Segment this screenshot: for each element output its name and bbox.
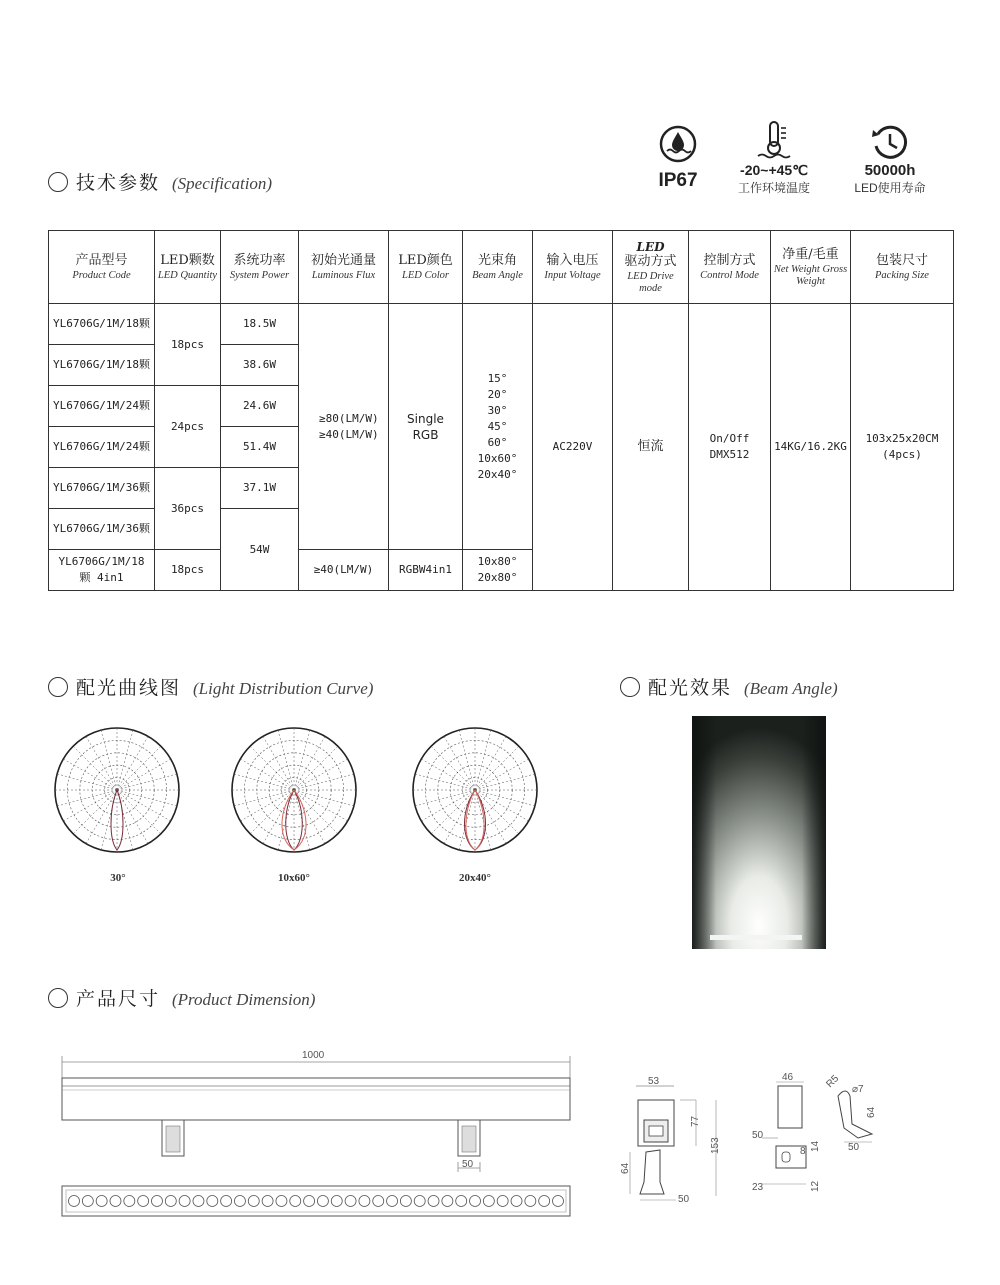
led-dot xyxy=(290,1196,301,1207)
color-cell: Single RGB xyxy=(389,304,463,550)
arm-width: 50 xyxy=(848,1142,860,1153)
clock-icon xyxy=(870,124,910,162)
top-depth-dim: 50 xyxy=(752,1130,764,1141)
product-code-cell: YL6706G/1M/24颗 xyxy=(49,427,155,468)
side-height-153: 153 xyxy=(710,1137,721,1154)
voltage-cell: AC220V xyxy=(533,304,613,591)
led-dot xyxy=(539,1196,550,1207)
power-cell: 54W xyxy=(221,509,299,591)
lifetime-value: 50000h xyxy=(864,162,916,179)
clip-12: 12 xyxy=(810,1180,821,1192)
circle-bullet-icon xyxy=(620,677,640,697)
power-cell: 38.6W xyxy=(221,345,299,386)
arm-radius: R5 xyxy=(824,1073,842,1091)
power-cell: 24.6W xyxy=(221,386,299,427)
polar-label-30: 30° xyxy=(110,872,126,884)
header-drive: LED 驱动方式 LED Drive mode xyxy=(613,231,689,304)
header-product-code: 产品型号 Product Code xyxy=(49,231,155,304)
led-dot xyxy=(359,1196,370,1207)
beam-effect-photo xyxy=(692,716,826,949)
arm-height: 64 xyxy=(866,1106,877,1118)
clip-8: 8 xyxy=(800,1146,806,1157)
side-width-dim: 53 xyxy=(648,1076,660,1087)
led-dot xyxy=(483,1196,494,1207)
led-dot xyxy=(96,1196,107,1207)
led-dot xyxy=(276,1196,287,1207)
polar-grid-1 xyxy=(232,728,356,852)
product-code-cell: YL6706G/1M/18颗 xyxy=(49,304,155,345)
table-row xyxy=(49,304,954,345)
bracket-dimension: 50 xyxy=(462,1159,474,1170)
led-qty-cell: 18pcs xyxy=(155,550,221,591)
flux-cell: ≥40(LM/W) xyxy=(299,550,389,591)
power-cell: 51.4W xyxy=(221,427,299,468)
led-dot xyxy=(414,1196,425,1207)
power-cell: 18.5W xyxy=(221,304,299,345)
bracket-detail-drawing xyxy=(748,1068,888,1198)
polar-label-10x60: 10x60° xyxy=(278,872,310,884)
circle-bullet-icon xyxy=(48,677,68,697)
power-cell: 37.1W xyxy=(221,468,299,509)
side-height-64: 64 xyxy=(620,1162,631,1174)
polar-grid-0 xyxy=(55,728,179,852)
spec-table xyxy=(48,230,954,591)
circle-bullet-icon xyxy=(48,988,68,1008)
polar-grid-2 xyxy=(413,728,537,852)
led-dot xyxy=(262,1196,273,1207)
waterproof-icon xyxy=(658,124,698,164)
packing-cell: 103x25x20CM (4pcs) xyxy=(851,304,954,591)
polar-charts xyxy=(30,720,560,870)
side-height-77: 77 xyxy=(690,1115,701,1127)
led-dot xyxy=(442,1196,453,1207)
lifetime-badge xyxy=(840,124,940,196)
temperature-badge xyxy=(726,120,822,196)
beam-cell: 10x80° 20x80° xyxy=(463,550,533,591)
clip-14: 14 xyxy=(810,1140,821,1152)
led-dot xyxy=(553,1196,564,1207)
ip-rating: IP67 xyxy=(658,170,698,191)
led-dot xyxy=(387,1196,398,1207)
dimension-section-title: 产品尺寸 (Product Dimension) xyxy=(48,984,315,1011)
led-dot xyxy=(525,1196,536,1207)
led-dot xyxy=(373,1196,384,1207)
product-code-cell: YL6706G/1M/36颗 xyxy=(49,509,155,550)
weight-cell: 14KG/16.2KG xyxy=(771,304,851,591)
header-packing: 包装尺寸 Packing Size xyxy=(851,231,954,304)
product-code-cell: YL6706G/1M/36颗 xyxy=(49,468,155,509)
led-dot xyxy=(193,1196,204,1207)
product-code-cell: YL6706G/1M/24颗 xyxy=(49,386,155,427)
lifetime-label: LED使用寿命 xyxy=(854,181,926,195)
led-dot xyxy=(234,1196,245,1207)
led-dot xyxy=(69,1196,80,1207)
arm-hole: ⌀7 xyxy=(852,1084,864,1095)
led-dot xyxy=(400,1196,411,1207)
beam-section-title: 配光效果 (Beam Angle) xyxy=(620,673,838,700)
header-beam: 光束角 Beam Angle xyxy=(463,231,533,304)
led-qty-cell: 24pcs xyxy=(155,386,221,468)
temperature-label: 工作环境温度 xyxy=(737,181,810,195)
clip-23: 23 xyxy=(752,1182,764,1193)
front-view-drawing xyxy=(40,1040,600,1220)
header-color: LED颜色 LED Color xyxy=(389,231,463,304)
side-base-dim: 50 xyxy=(678,1194,690,1205)
product-code-cell: YL6706G/1M/18颗 4in1 xyxy=(49,550,155,591)
led-dot xyxy=(207,1196,218,1207)
led-dot xyxy=(497,1196,508,1207)
beam-cell: 15° 20° 30° 45° 60° 10x60° 20x40° xyxy=(463,304,533,550)
table-header-row xyxy=(49,231,954,304)
led-dot xyxy=(511,1196,522,1207)
drive-cell: 恒流 xyxy=(613,304,689,591)
thermometer-icon xyxy=(754,120,794,162)
length-dimension: 1000 xyxy=(302,1050,325,1061)
led-dot xyxy=(221,1196,232,1207)
header-led-qty: LED颗数 LED Quantity xyxy=(155,231,221,304)
led-dot xyxy=(470,1196,481,1207)
led-dot xyxy=(138,1196,149,1207)
side-view-drawing xyxy=(616,1072,726,1212)
led-dot xyxy=(151,1196,162,1207)
temperature-range: -20~+45℃ xyxy=(740,162,808,178)
led-dot xyxy=(110,1196,121,1207)
led-qty-cell: 36pcs xyxy=(155,468,221,550)
led-qty-cell: 18pcs xyxy=(155,304,221,386)
ip67-badge xyxy=(648,124,708,192)
led-dot xyxy=(428,1196,439,1207)
color-cell: RGBW4in1 xyxy=(389,550,463,591)
led-dot xyxy=(165,1196,176,1207)
led-dot xyxy=(345,1196,356,1207)
led-dot xyxy=(304,1196,315,1207)
circle-bullet-icon xyxy=(48,172,68,192)
led-dot xyxy=(179,1196,190,1207)
led-dot xyxy=(456,1196,467,1207)
header-power: 系统功率 System Power xyxy=(221,231,299,304)
control-cell: On/Off DMX512 xyxy=(689,304,771,591)
led-dot xyxy=(248,1196,259,1207)
curve-section-title: 配光曲线图 (Light Distribution Curve) xyxy=(48,673,373,700)
led-dot xyxy=(82,1196,93,1207)
spec-section-title: 技术参数 (Specification) xyxy=(48,168,272,195)
header-flux: 初始光通量 Luminous Flux xyxy=(299,231,389,304)
header-voltage: 输入电压 Input Voltage xyxy=(533,231,613,304)
header-control: 控制方式 Control Mode xyxy=(689,231,771,304)
product-code-cell: YL6706G/1M/18颗 xyxy=(49,345,155,386)
flux-cell: ≥80(LM/W) ≥40(LM/W) xyxy=(299,304,389,550)
led-dot xyxy=(317,1196,328,1207)
top-width-dim: 46 xyxy=(782,1072,794,1083)
polar-label-20x40: 20x40° xyxy=(459,872,491,884)
header-weight: 净重/毛重 Net Weight Gross Weight xyxy=(771,231,851,304)
led-dot xyxy=(331,1196,342,1207)
led-dot xyxy=(124,1196,135,1207)
